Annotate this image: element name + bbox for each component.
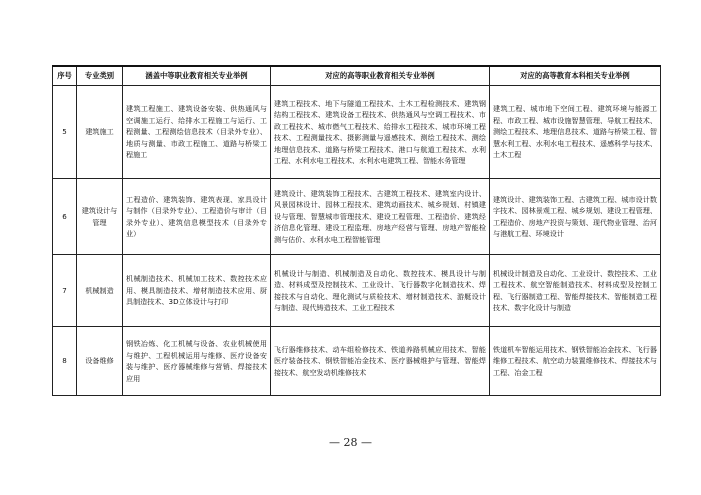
row-number: 7 [53,255,77,327]
row-category: 机械制造 [77,255,123,327]
row-undergrad-majors: 铁道机车智能运用技术、钢铁智能冶金技术、飞行器维修工程技术、航空动力装置维修技术、焊接技术与工程、冶金工程 [490,327,661,396]
page-number: — 28 — [329,436,372,449]
row-number: 6 [53,179,77,255]
row-undergrad-majors: 建筑工程、城市地下空间工程、建筑环境与能源工程、市政工程、城市设施智慧管理、导航工程技术、测绘工程技术、地理信息技术、道路与桥梁工程、智慧水利工程、水利水电工程技术、遥感科学与技术、土木工程 [490,86,661,179]
header-category: 专业类别 [77,66,123,86]
row-undergrad-majors: 机械设计制造及自动化、工业设计、数控技术、工业工程技术、航空智能制造技术、材料成型及控制工程、飞行器制造工程、智能焊接技术、智能制造工程技术、数字化设计与制造 [490,255,661,327]
row-secondary-majors: 工程造价、建筑装饰、建筑表现、家具设计与制作（目录外专业）、工程造价与审计（目录外专业）、建筑信息模型技术（目录外专业） [123,179,271,255]
table-row [53,179,661,255]
row-category: 设备维修 [77,327,123,396]
table-row [53,86,661,179]
header-secondary: 涵盖中等职业教育相关专业举例 [123,66,271,86]
header-higher: 对应的高等职业教育相关专业举例 [271,66,490,86]
row-category: 建筑施工 [77,86,123,179]
row-higher-majors: 建筑设计、建筑装饰工程技术、古建筑工程技术、建筑室内设计、风景园林设计、园林工程技术、建筑动画技术、城乡规划、村镇建设与管理、智慧城市管理技术、建设工程管理、工程造价、建筑经济信息化管理、建设工程监理、房地产经营与管理、房地产智能检测与估价、水利水电工程智能管理 [271,179,490,255]
row-category: 建筑设计与管理 [77,179,123,255]
table-header-row [53,66,661,86]
row-secondary-majors: 钢铁冶炼、化工机械与设备、农业机械使用与维护、工程机械运用与维修、医疗设备安装与维护、医疗器械维修与营销、焊接技术应用 [123,327,271,396]
row-higher-majors: 飞行器维修技术、动车组检修技术、铁道养路机械应用技术、智能医疗装备技术、钢铁智能冶金技术、医疗器械维护与管理、智能焊接技术、航空发动机维修技术 [271,327,490,396]
row-secondary-majors: 建筑工程施工、建筑设备安装、供热通风与空调施工运行、给排水工程施工与运行、工程测量、工程测绘信息技术（目录外专业）、地质与测量、市政工程施工、道路与桥梁工程施工 [123,86,271,179]
row-higher-majors: 建筑工程技术、地下与隧道工程技术、土木工程检测技术、建筑钢结构工程技术、建筑设备工程技术、供热通风与空调工程技术、市政工程技术、城市燃气工程技术、给排水工程技术、城市环境工程技术、工程测量技术、摄影测量与遥感技术、测绘工程技术、测绘地理信息技术、道路与桥梁工程技术、港口与航道工程技术、水利工程、水利水电工程技术、水利水电建筑工程、智能水务管理 [271,86,490,179]
row-number: 5 [53,86,77,179]
table-row [53,255,661,327]
majors-table [52,65,661,396]
header-no: 序号 [53,66,77,86]
table-row [53,327,661,396]
row-undergrad-majors: 建筑设计、建筑装饰工程、古建筑工程、城市设计数字技术、园林景观工程、城乡规划、建设工程管理、工程造价、房地产投资与策划、现代物业管理、治河与港航工程、环境设计 [490,179,661,255]
row-secondary-majors: 机械制造技术、机械加工技术、数控技术应用、模具制造技术、增材制造技术应用、厨具制造技术、3D立体设计与打印 [123,255,271,327]
row-higher-majors: 机械设计与制造、机械制造及自动化、数控技术、模具设计与制造、材料成型及控制技术、工业设计、飞行器数字化制造技术、焊接技术与自动化、理化测试与质检技术、增材制造技术、游艇设计与制造、现代铸造技术、工业工程技术 [271,255,490,327]
header-undergrad: 对应的高等教育本科相关专业举例 [490,66,661,86]
row-number: 8 [53,327,77,396]
